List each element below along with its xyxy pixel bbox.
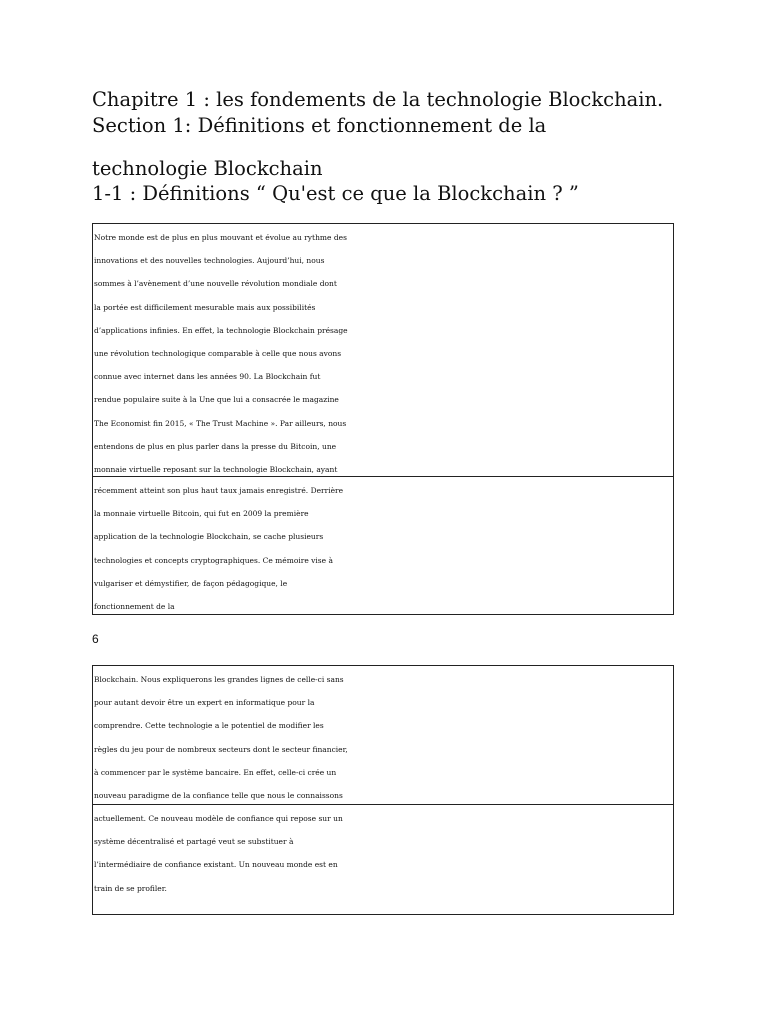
text-box-2 — [92, 476, 674, 615]
section-title-line-2: technologie Blockchain — [92, 157, 323, 180]
text-line: d’applications infinies. En effet, la technologie Blockchain présage — [94, 325, 348, 335]
text-line: train de se profiler. — [94, 883, 167, 893]
text-line: la portée est difficilement mesurable mais aux possibilités — [94, 302, 316, 312]
text-line: sommes à l’avènement d’une nouvelle révolution mondiale dont — [94, 279, 337, 289]
text-box-1 — [92, 223, 674, 477]
text-line: la monnaie virtuelle Bitcoin, qui fut en 2009 la première — [94, 509, 309, 519]
text-line: une révolution technologique comparable à celle que nous avons — [94, 349, 342, 359]
text-line: monnaie virtuelle reposant sur la technologie Blockchain, ayant — [94, 465, 338, 475]
page-number: 6 — [92, 632, 99, 646]
chapter-title: Chapitre 1 : les fondements de la technologie Blockchain. — [92, 88, 664, 111]
text-box-4 — [92, 804, 674, 915]
text-line: innovations et des nouvelles technologies. Aujourd’hui, nous — [94, 256, 325, 266]
text-line: entendons de plus en plus parler dans la presse du Bitcoin, une — [94, 441, 337, 451]
text-line: rendue populaire suite à la Une que lui a consacrée le magazine — [94, 395, 339, 405]
text-line: à commencer par le système bancaire. En effet, celle-ci crée un — [94, 767, 337, 777]
text-line: nouveau paradigme de la confiance telle que nous le connaissons — [94, 791, 343, 801]
text-line: Notre monde est de plus en plus mouvant et évolue au rythme des — [94, 233, 347, 242]
text-line: vulgariser et démystifier, de façon pédagogique, le — [94, 578, 288, 588]
text-line: Blockchain. Nous expliquerons les grandes lignes de celle-ci sans — [94, 675, 344, 684]
text-line: The Economist fin 2015, « The Trust Machine ». Par ailleurs, nous — [94, 418, 347, 428]
text-box-3 — [92, 665, 674, 805]
text-line: actuellement. Ce nouveau modèle de confiance qui repose sur un — [94, 814, 343, 823]
subsection-title: 1-1 : Définitions “ Qu'est ce que la Blockchain ? ” — [92, 182, 579, 205]
text-line: récemment atteint son plus haut taux jamais enregistré. Derrière — [94, 486, 344, 495]
section-title-line-1: Section 1: Définitions et fonctionnement de la — [92, 114, 547, 137]
text-line: système décentralisé et partagé veut se substituer à — [94, 837, 294, 847]
text-line: connue avec internet dans les années 90. La Blockchain fut — [94, 372, 321, 382]
text-line: application de la technologie Blockchain, se cache plusieurs — [94, 532, 324, 542]
text-line: comprendre. Cette technologie a le potentiel de modifier les — [94, 721, 324, 731]
text-line: l’intermédiaire de confiance existant. Un nouveau monde est en — [94, 860, 338, 870]
text-line: règles du jeu pour de nombreux secteurs dont le secteur financier, — [94, 744, 348, 754]
text-line: pour autant devoir être un expert en informatique pour la — [94, 698, 315, 708]
text-line: fonctionnement de la — [94, 602, 175, 612]
text-line: technologies et concepts cryptographiques. Ce mémoire vise à — [94, 555, 333, 565]
